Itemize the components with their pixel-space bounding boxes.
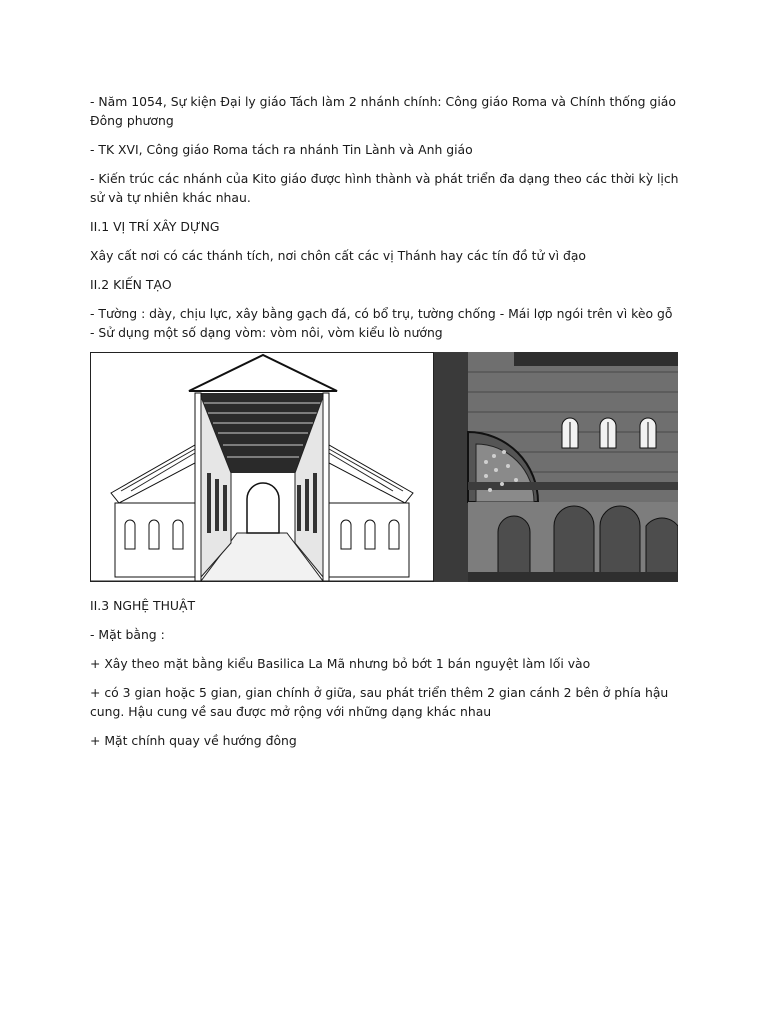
heading-location: II.1 VỊ TRÍ XÂY DỰNG: [90, 219, 220, 234]
paragraph-location: Xây cất nơi có các thánh tích, nơi chôn cất các vị Thánh hay các tín đồ tử vì đạo: [90, 248, 586, 263]
paragraph-facade-orientation: + Mặt chính quay về hướng đông: [90, 733, 297, 748]
bottom-text-block: [90, 596, 680, 750]
paragraph-construction: - Tường : dày, chịu lực, xây bằng gạch đá, có bổ trụ, tường chống - Mái lợp ngói trên vì kèo gỗ - Sử dụng một số dạng vòm: vòm nôi, vòm kiểu lò nướng: [90, 306, 673, 340]
paragraph-16th-century: - TK XVI, Công giáo Roma tách ra nhánh Tin Lành và Anh giáo: [90, 142, 473, 157]
paragraph-schism-1054: - Năm 1054, Sự kiện Đại ly giáo Tách làm 2 nhánh chính: Công giáo Roma và Chính thống giáo Đông phương: [90, 94, 676, 128]
paragraph-floor-plan: - Mặt bằng :: [90, 627, 165, 642]
heading-construction: II.2 KIẾN TẠO: [90, 277, 172, 292]
paragraph-architecture-branches: - Kiến trúc các nhánh của Kito giáo được hình thành và phát triển đa dạng theo các thời kỳ lịch sử và tự nhiên khác nhau.: [90, 171, 679, 205]
top-text-block: [90, 92, 680, 342]
basilica-illustrations: [90, 352, 678, 582]
basilica-section-elevation-image: [434, 352, 678, 582]
paragraph-basilica-plan: + Xây theo mặt bằng kiểu Basilica La Mã nhưng bỏ bớt 1 bán nguyệt làm lối vào: [90, 656, 591, 671]
heading-art: II.3 NGHỆ THUẬT: [90, 598, 196, 613]
paragraph-naves: + có 3 gian hoặc 5 gian, gian chính ở giữa, sau phát triển thêm 2 gian cánh 2 bên ở phía hậu cung. Hậu cung về sau được mở rộng với những dạng khác nhau: [90, 685, 669, 719]
basilica-interior-perspective-image: [90, 352, 434, 582]
